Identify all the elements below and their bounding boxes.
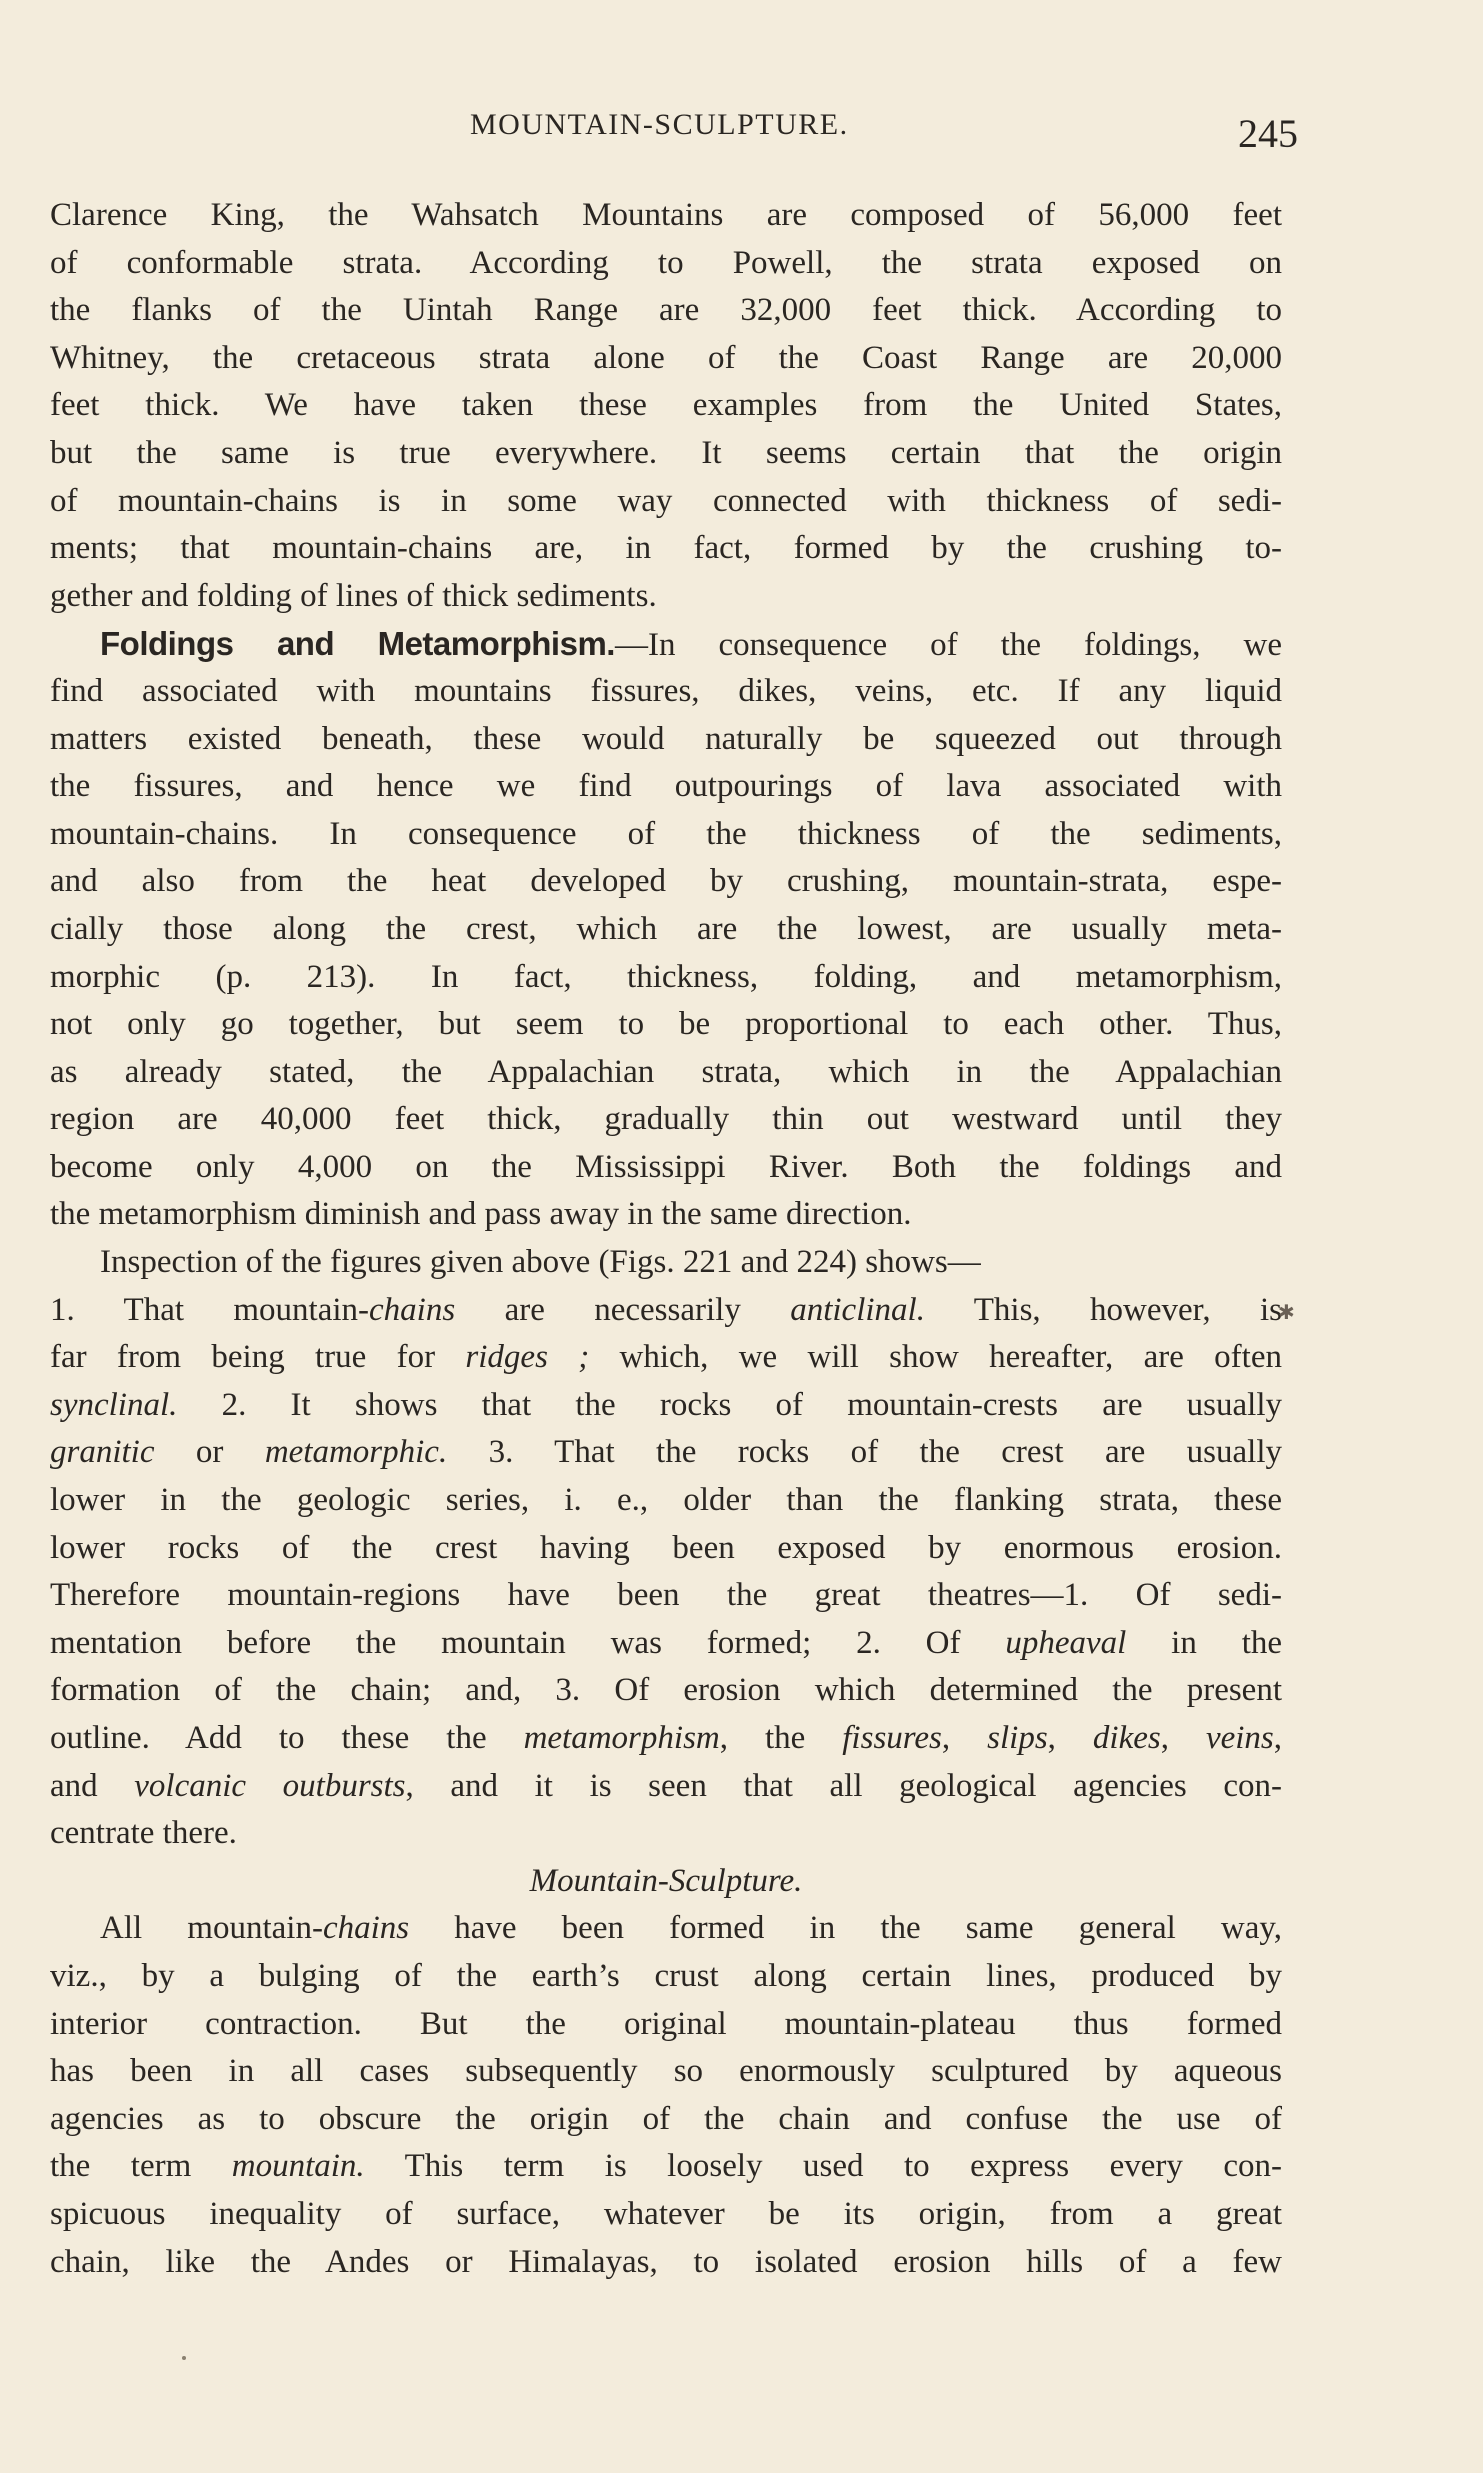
text-line: Whitney, the cretaceous strata alone of the Coast Range are 20,000 (50, 339, 1282, 376)
italic-term: metamorphism (523, 1720, 720, 1756)
italic-term: slips (987, 1720, 1048, 1756)
running-head: MOUNTAIN-SCULPTURE. (470, 108, 849, 141)
text-line: the metamorphism diminish and pass away in the same direction. (50, 1196, 912, 1233)
italic-term: chains (369, 1291, 456, 1328)
text-line: feet thick. We have taken these examples from the United States, (50, 387, 1282, 424)
text-line: gether and folding of lines of thick sediments. (50, 577, 657, 614)
text-line: find associated with mountains fissures, dikes, veins, etc. If any liquid (50, 672, 1282, 709)
text-line: synclinal. 2. It shows that the rocks of mountain-crests are usually (50, 1386, 1282, 1423)
margin-mark: ✱ (1278, 1302, 1295, 1324)
text-line: Therefore mountain-regions have been the great theatres—1. Of sedi- (50, 1577, 1282, 1614)
text-line: viz., by a bulging of the earth’s crust along certain lines, produced by (50, 1957, 1282, 1994)
text-line: region are 40,000 feet thick, gradually thin out westward until they (50, 1101, 1282, 1138)
text-line: and also from the heat developed by crushing, mountain-strata, espe- (50, 863, 1282, 900)
text-line: interior contraction. But the original mountain-plateau thus formed (50, 2005, 1282, 2042)
text-line: formation of the chain; and, 3. Of erosion which determined the present (50, 1672, 1282, 1709)
section-heading: Foldings and Metamorphism. (100, 625, 615, 663)
section-subheading: Mountain-Sculpture. (529, 1862, 803, 1899)
text-line: the flanks of the Uintah Range are 32,000 feet thick. According to (50, 292, 1282, 329)
page-number: 245 (1238, 111, 1298, 156)
text-line: agencies as to obscure the origin of the chain and confuse the use of (50, 2100, 1282, 2137)
italic-term: upheaval (1005, 1624, 1127, 1661)
text-line: outline. Add to these the metamorphism, the fissures, slips, dikes, veins, (50, 1720, 1283, 1756)
text-line: far from being true for ridges ; which, we will show hereafter, are often (50, 1339, 1282, 1376)
italic-term: dikes (1092, 1720, 1161, 1756)
text-line: cially those along the crest, which are the lowest, are usually meta- (50, 910, 1282, 947)
paper-speck (182, 2356, 186, 2360)
text-line: morphic (p. 213). In fact, thickness, folding, and metamorphism, (50, 958, 1282, 995)
italic-term: synclinal. (50, 1386, 178, 1423)
text-line: has been in all cases subsequently so enormously sculptured by aqueous (50, 2053, 1282, 2090)
text-line: and volcanic outbursts, and it is seen that all geological agencies con- (50, 1767, 1282, 1804)
text-line: of mountain-chains is in some way connected with thickness of sedi- (50, 482, 1282, 519)
text-line: Foldings and Metamorphism.—In consequence of the foldings, we (100, 625, 1282, 664)
text-line: Inspection of the figures given above (Figs. 221 and 224) shows— (100, 1244, 981, 1281)
italic-term: veins (1205, 1720, 1274, 1756)
text-line: mentation before the mountain was formed; 2. Of upheaval in the (50, 1624, 1283, 1661)
text-line: spicuous inequality of surface, whatever be its origin, from a great (50, 2195, 1282, 2232)
text-line: matters existed beneath, these would naturally be squeezed out through (50, 720, 1282, 757)
text-line: lower in the geologic series, i. e., older than the flanking strata, these (50, 1482, 1282, 1519)
text-line: the fissures, and hence we find outpourings of lava associated with (50, 768, 1282, 805)
text-line: the term mountain. This term is loosely used to express every con- (50, 2148, 1282, 2185)
text-line: of conformable strata. According to Powell, the strata exposed on (50, 244, 1282, 281)
text-line: ments; that mountain-chains are, in fact, formed by the crushing to- (50, 530, 1282, 567)
text-line: Clarence King, the Wahsatch Mountains are composed of 56,000 feet (50, 197, 1282, 233)
text-line: 1. That mountain-chains are necessarily anticlinal. This, however, is (50, 1291, 1282, 1328)
text-line: as already stated, the Appalachian strata, which in the Appalachian (50, 1053, 1282, 1090)
body-text (50, 192, 1282, 2286)
text-line: chain, like the Andes or Himalayas, to isolated erosion hills of a few (50, 2243, 1282, 2280)
text-line: not only go together, but seem to be proportional to each other. Thus, (50, 1006, 1282, 1043)
italic-term: granitic (50, 1434, 155, 1471)
text-line: granitic or metamorphic. 3. That the rocks of the crest are usually (50, 1434, 1282, 1471)
text-line: mountain-chains. In consequence of the thickness of the sediments, (50, 815, 1282, 852)
italic-term: volcanic outbursts (134, 1767, 406, 1804)
italic-term: chains (322, 1910, 410, 1947)
italic-term: metamorphic. (264, 1434, 448, 1471)
text-line: but the same is true everywhere. It seems certain that the origin (50, 434, 1282, 471)
italic-term: mountain. (231, 2148, 365, 2185)
text-line: become only 4,000 on the Mississippi River. Both the foldings and (50, 1148, 1282, 1185)
italic-term: ridges ; (465, 1339, 590, 1376)
italic-term: anticlinal. (790, 1291, 925, 1328)
text-line: centrate there. (50, 1815, 237, 1852)
text-line: lower rocks of the crest having been exposed by enormous erosion. (50, 1529, 1282, 1566)
italic-term: fissures (842, 1720, 942, 1756)
text-line: All mountain-chains have been formed in the same general way, (100, 1910, 1283, 1947)
